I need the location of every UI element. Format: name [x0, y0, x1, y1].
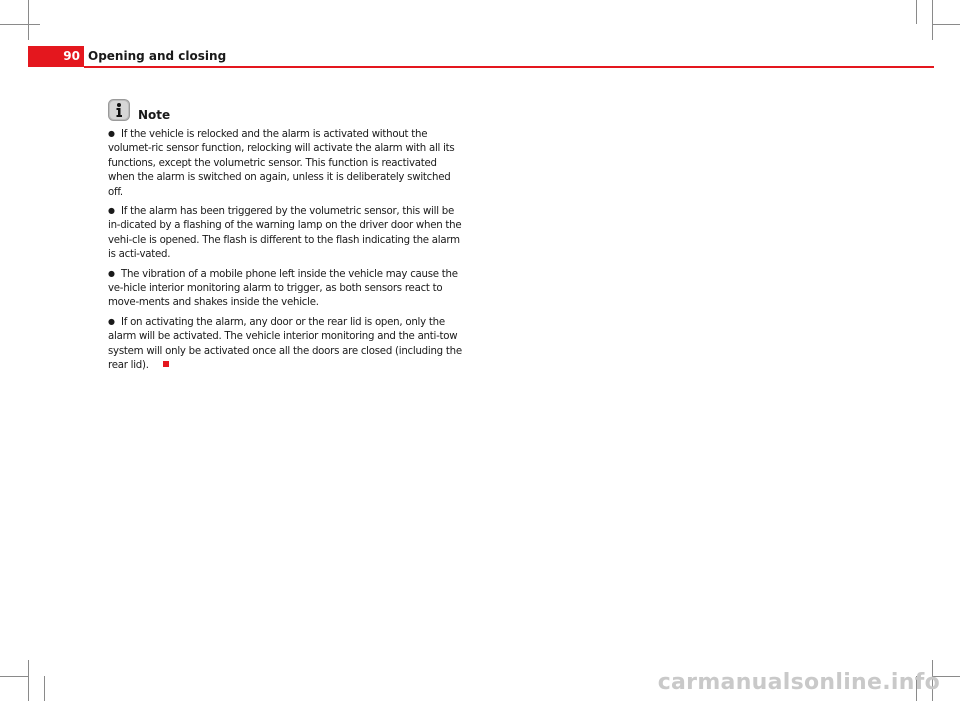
- note-list: [108, 127, 466, 378]
- note-text: The vibration of a mobile phone left inside the vehicle may cause the ve-hicle interior monitoring alarm to trigger, as both sensors react to move-ments and shakes inside the vehicle.: [108, 268, 458, 309]
- crop-mark: [0, 24, 40, 25]
- bullet: ●: [108, 206, 115, 216]
- bullet: ●: [108, 316, 115, 326]
- end-of-section-marker: [163, 361, 169, 367]
- crop-mark: [916, 0, 917, 24]
- list-item: [108, 204, 466, 263]
- watermark: carmanualsonline.info: [657, 670, 940, 695]
- crop-mark: [0, 676, 28, 677]
- bullet: ●: [108, 268, 115, 278]
- note-text: If the alarm has been triggered by the volumetric sensor, this will be in-dicated by a flashing of the warning lamp on the driver door when the vehi-cle is opened. The flash is different to the flash indicating the alarm is acti-vated.: [108, 206, 462, 261]
- header-divider: [84, 66, 934, 68]
- info-icon: [108, 99, 130, 121]
- note-text: If on activating the alarm, any door or the rear lid is open, only the alarm will be activated. The vehicle interior monitoring and the anti-tow system will only be activated once all the doors are closed (including the rear lid).: [108, 316, 462, 372]
- note-text: If the vehicle is relocked and the alarm is activated without the volumet-ric sensor function, relocking will activate the alarm with all its functions, except the volumetric sensor. This function is reactivated when the alarm is switched on again, unless it is deliberately switched off.: [108, 129, 455, 198]
- crop-mark: [44, 676, 45, 701]
- list-item: [108, 267, 466, 311]
- crop-mark: [932, 24, 960, 25]
- crop-mark: [28, 660, 29, 701]
- bullet: ●: [108, 129, 115, 138]
- list-item: [108, 127, 466, 200]
- list-item: [108, 315, 466, 374]
- page-number: 90: [63, 49, 80, 63]
- crop-mark: [28, 0, 29, 40]
- note-title: Note: [138, 108, 171, 122]
- crop-mark: [932, 0, 933, 40]
- section-title: Opening and closing: [88, 49, 227, 63]
